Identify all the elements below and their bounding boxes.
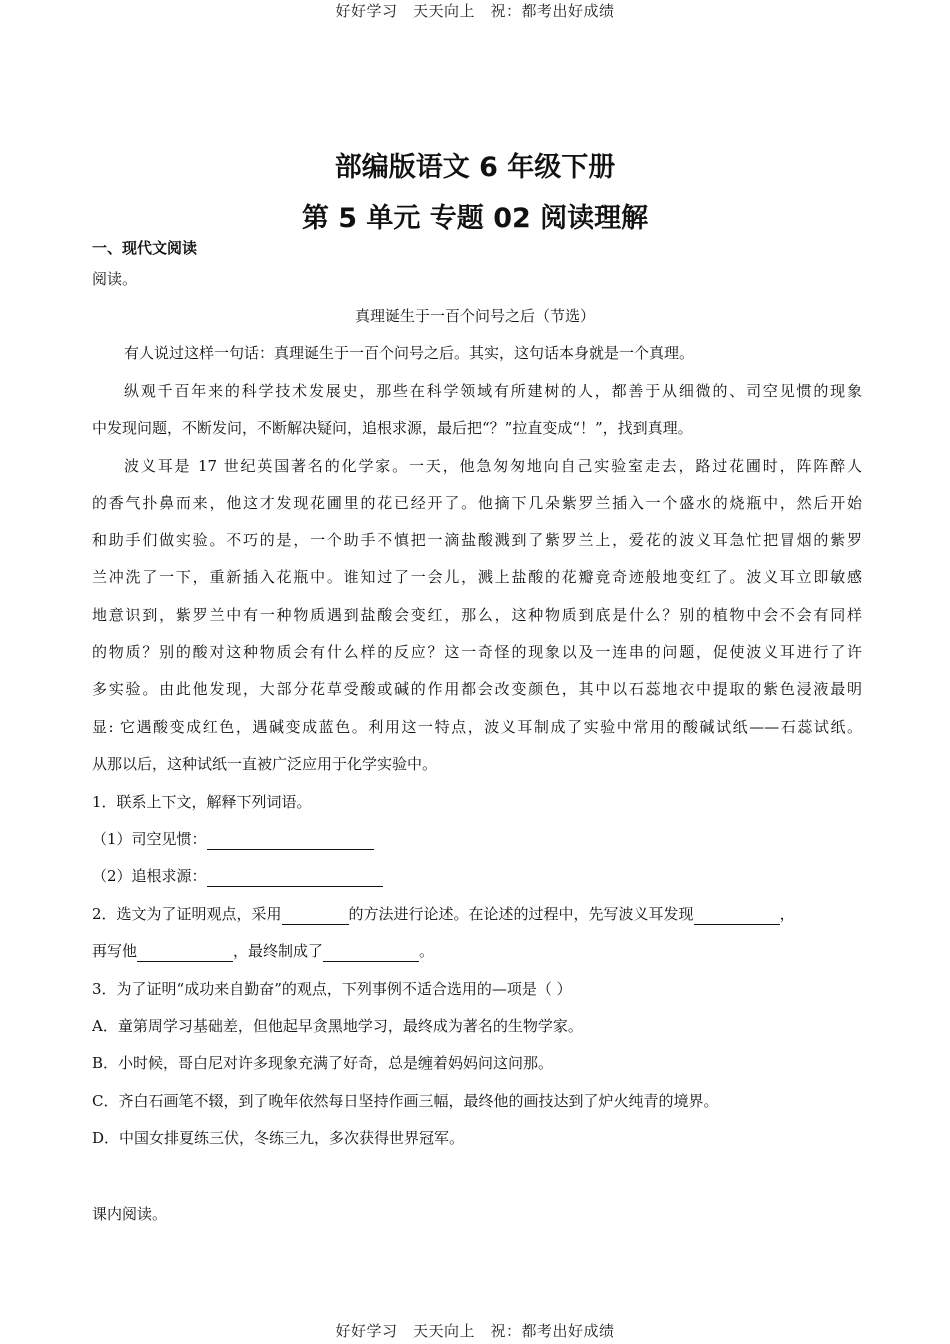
instruction-text: 课内阅读。 [92, 1205, 168, 1223]
question-1-2 [92, 865, 862, 887]
instruction-text: 阅读。 [92, 270, 138, 288]
passage-line: 的物质？别的酸对这种物质会有什么样的反应？这一奇怪的现象以及一连串的问题，促使波义耳进行了许 [92, 643, 862, 661]
question-2-line-1 [92, 903, 862, 925]
question-2-text: ，最终制成了 [233, 942, 324, 960]
passage-line: 纵观千百年来的科学技术发展史，那些在科学领域有所建树的人，都善于从细微的、司空见惯的现象 [124, 382, 862, 400]
answer-blank[interactable] [207, 832, 374, 850]
passage-line: 显: 它遇酸变成红色，遇碱变成蓝色。利用这一特点，波义耳制成了实验中常用的酸碱试纸——石蕊试纸。 [92, 718, 862, 736]
passage-line: 的香气扑鼻而来，他这才发现花圃里的花已经开了。他摘下几朵紫罗兰插入一个盛水的烧瓶中，然后开始 [92, 494, 862, 512]
question-2-text: 。 [419, 942, 435, 960]
document-subtitle: 第 5 单元 专题 02 阅读理解 [301, 203, 649, 234]
question-2-text: 的方法进行论述。在论述的过程中，先写波义耳发现 [348, 905, 694, 923]
passage-line: 兰冲洗了一下，重新插入花瓶中。谁知过了一会儿，溅上盐酸的花瓣竟奇迹般地变红了。波义耳立即敏感 [92, 568, 862, 586]
passage-line: 从那以后，这种试纸一直被广泛应用于化学实验中。 [92, 755, 438, 773]
page-header: 好好学习 天天向上 祝：都考出好成绩 [335, 2, 615, 20]
option-d: D．中国女排夏练三伏，冬练三九，多次获得世界冠军。 [92, 1129, 465, 1147]
question-3: 3．为了证明“成功来自勤奋”的观点，下列事例不适合选用的—项是（ ） [92, 980, 572, 998]
passage-line: 有人说过这样一句话：真理诞生于一百个问号之后。其实，这句话本身就是一个真理。 [124, 344, 695, 362]
passage-line: 波义耳是 17 世纪英国著名的化学家。一天，他急匆匆地向自己实验室走去，路过花圃时，阵阵醉人 [124, 457, 862, 475]
passage-line: 中发现问题，不断发问，不断解决疑问，追根求源，最后把“？”拉直变成“！”，找到真理。 [92, 419, 693, 437]
question-1-1 [92, 828, 862, 850]
answer-blank[interactable] [207, 869, 383, 887]
question-2-text: ， [779, 905, 795, 923]
document-title: 部编版语文 6 年级下册 [334, 152, 616, 183]
option-b: B．小时候，哥白尼对许多现象充满了好奇，总是缠着妈妈问这问那。 [92, 1054, 554, 1072]
answer-blank[interactable] [282, 907, 349, 925]
question-2-text: 再写他 [92, 942, 138, 960]
page-footer: 好好学习 天天向上 祝：都考出好成绩 [335, 1322, 615, 1340]
passage-title: 真理诞生于一百个问号之后（节选） [354, 307, 595, 325]
answer-blank[interactable] [137, 944, 233, 962]
question-2-text: 2．选文为了证明观点，采用 [92, 905, 282, 923]
answer-blank[interactable] [323, 944, 419, 962]
passage-line: 多实验。由此他发现，大部分花草受酸或碱的作用都会改变颜色，其中以石蕊地衣中提取的紫色浸液最明 [92, 680, 862, 698]
option-c: C．齐白石画笔不辍，到了晚年依然每日坚持作画三幅，最终他的画技达到了炉火纯青的境界。 [92, 1092, 719, 1110]
section-heading: 一、现代文阅读 [92, 239, 198, 257]
question-1: 1．联系上下文，解释下列词语。 [92, 793, 312, 811]
passage-line: 和助手们做实验。不巧的是，一个助手不慎把一滴盐酸溅到了紫罗兰上，爱花的波义耳急忙把冒烟的紫罗 [92, 531, 862, 549]
question-1-1-label: （1）司空见惯： [92, 830, 207, 848]
option-a: A．童第周学习基础差，但他起早贪黑地学习，最终成为著名的生物学家。 [92, 1017, 583, 1035]
question-1-2-label: （2）追根求源： [92, 867, 207, 885]
answer-blank[interactable] [694, 907, 780, 925]
question-2-line-2 [92, 940, 862, 962]
passage-line: 地意识到，紫罗兰中有一种物质遇到盐酸会变红，那么，这种物质到底是什么？别的植物中会不会有同样 [92, 606, 862, 624]
